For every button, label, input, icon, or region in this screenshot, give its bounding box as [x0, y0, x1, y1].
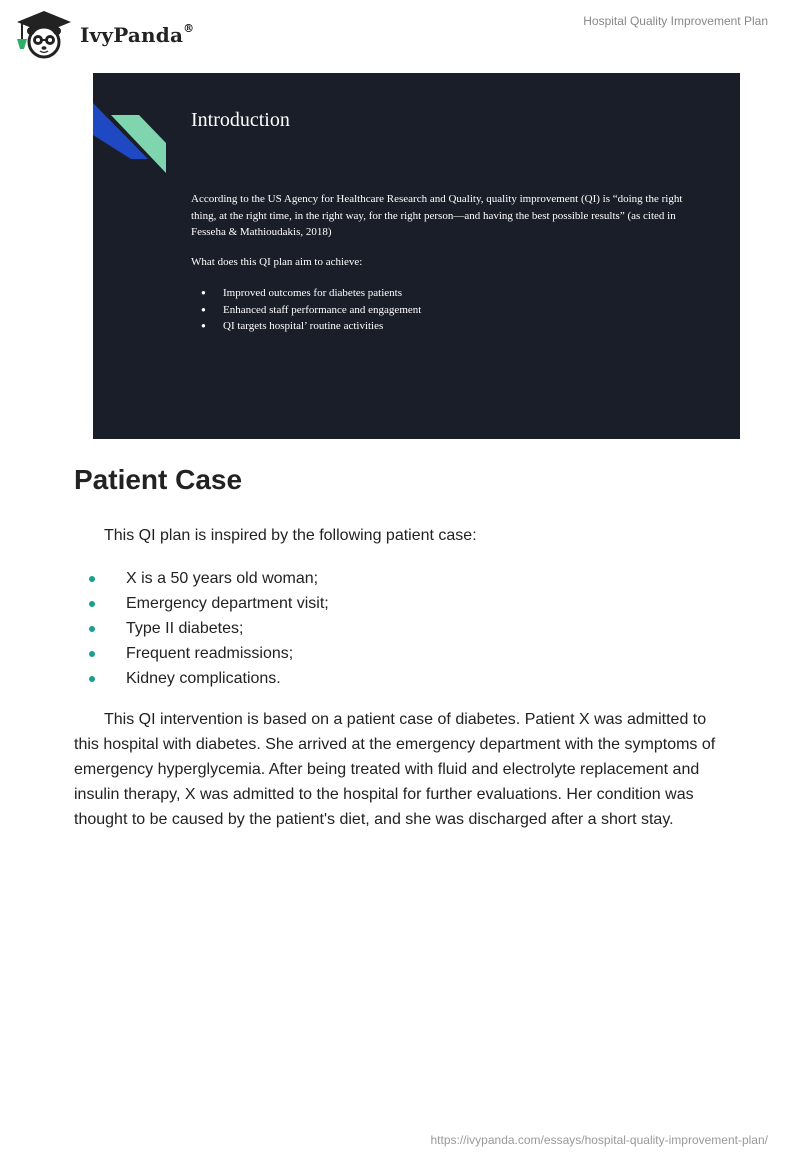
section-heading: Patient Case [74, 464, 243, 495]
body-paragraph: This QI intervention is based on a patient case of diabetes. Patient X was admitted to this hospital with diabetes. She arrived at the emergency department with the symptoms of emergency hyperglycemia. After being treated with fluid and electrolyte replacement and insulin therapy, X was admitted to the hospital for further evaluations. Her condition was thought to be caused by the patient's diet, and she was discharged after a short stay. [74, 711, 716, 828]
slide-bullet-item: ● Enhanced staff performance and engagement [191, 302, 421, 319]
list-item-text: Emergency department visit; [126, 595, 329, 612]
document-title: Hospital Quality Improvement Plan [583, 14, 768, 28]
slide-question: What does this QI plan aim to achieve: [191, 256, 363, 268]
slide-quote: According to the US Agency for Healthcare Research and Quality, quality improvement (QI) is “doing the right thing, at the right time, in the right way, for the right person—and having the best possible results” (as cited in Fesseha & Mathioudakis, 2018) [191, 193, 683, 238]
bullet-icon [89, 676, 95, 682]
site-logo[interactable] [14, 9, 194, 59]
brand-text: IvyPanda [80, 23, 184, 47]
list-item [74, 641, 329, 666]
list-item [74, 616, 329, 641]
list-item [74, 591, 329, 616]
slide-title: Introduction [191, 109, 290, 131]
patient-case-list [74, 566, 329, 691]
slide-bullet-item: ● QI targets hospital’ routine activities [191, 318, 421, 335]
bullet-icon [89, 601, 95, 607]
list-item-text: X is a 50 years old woman; [126, 570, 319, 587]
bullet-icon [89, 576, 95, 582]
source-url-link[interactable]: https://ivypanda.com/essays/hospital-quality-improvement-plan/ [430, 1133, 768, 1147]
list-item [74, 566, 329, 591]
slide-bullet-item: ● Improved outcomes for diabetes patients [191, 285, 421, 302]
panda-graduate-icon [14, 9, 74, 59]
intro-paragraph: This QI plan is inspired by the following patient case: [104, 527, 477, 544]
slide-bullet-list [191, 285, 421, 335]
list-item-text: Kidney complications. [126, 670, 281, 687]
list-item-text: Frequent readmissions; [126, 645, 294, 662]
brand-name [80, 23, 194, 47]
bullet-icon [89, 626, 95, 632]
slide-decoration-stripes [93, 73, 173, 183]
list-item [74, 666, 329, 691]
introduction-slide [93, 73, 740, 439]
list-item-text: Type II diabetes; [126, 620, 244, 637]
brand-registered-mark: ® [183, 22, 195, 36]
bullet-icon [89, 651, 95, 657]
